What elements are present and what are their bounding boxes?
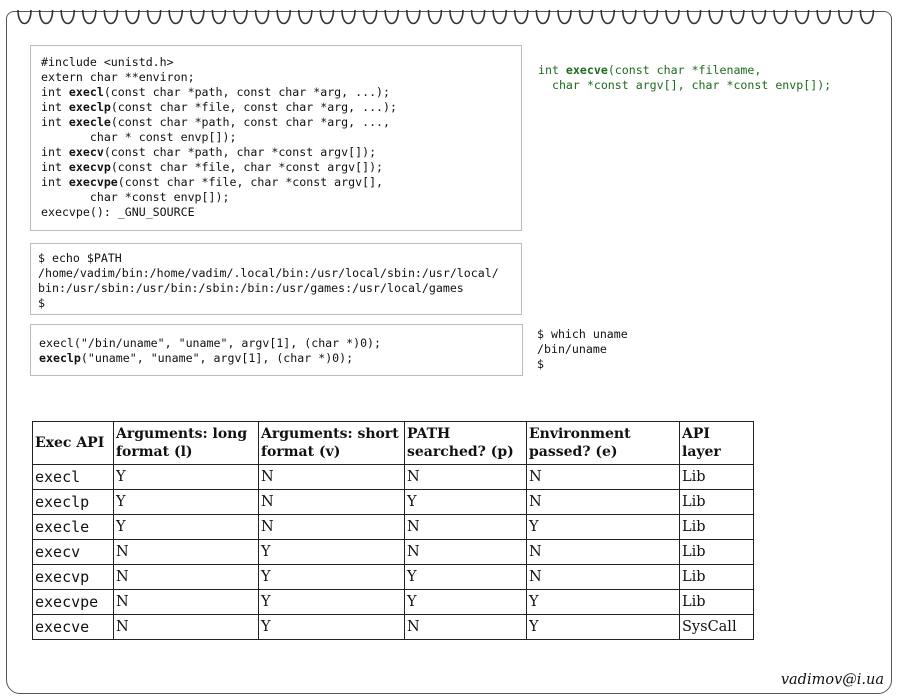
function-name: execl <box>68 85 104 99</box>
table-cell: N <box>259 490 405 515</box>
code-text: int <box>41 100 69 114</box>
execve-prototype-code <box>538 63 831 93</box>
api-name-cell: execlp <box>33 490 114 515</box>
code-text: extern char **environ; <box>41 70 195 84</box>
code-text: char *const argv[], char *const envp[]); <box>538 78 832 92</box>
table-cell: N <box>114 540 259 565</box>
table-cell: Y <box>114 465 259 490</box>
table-cell: Y <box>527 615 680 640</box>
code-line <box>41 205 521 220</box>
table-cell: N <box>527 465 680 490</box>
code-text: (const char *path, const char *arg, ...); <box>103 85 391 99</box>
which-uname-output <box>537 327 628 372</box>
code-line <box>39 336 522 351</box>
table-row <box>33 590 754 615</box>
function-name: execvp <box>68 160 111 174</box>
table-cell: Y <box>114 515 259 540</box>
code-line <box>41 130 521 145</box>
column-header: PATH searched? (p) <box>405 422 527 465</box>
code-text: #include <unistd.h> <box>41 55 174 69</box>
code-text: (const char *file, char *const argv[], <box>117 175 384 189</box>
code-line <box>41 70 521 85</box>
table-cell: Lib <box>680 465 754 490</box>
api-name-cell: execvp <box>33 565 114 590</box>
table-row <box>33 615 754 640</box>
column-header: API layer <box>680 422 754 465</box>
code-text: char * const envp[]); <box>41 130 237 144</box>
code-text: execl("/bin/uname", "uname", argv[1], (char *)0); <box>39 336 382 350</box>
code-line <box>41 85 521 100</box>
table-cell: N <box>114 590 259 615</box>
code-text: (const char *filename, <box>607 63 762 77</box>
function-name: execle <box>68 115 111 129</box>
column-header: Arguments: long format (l) <box>114 422 259 465</box>
code-line: $ <box>537 357 544 371</box>
exec-prototypes-code <box>30 45 522 231</box>
code-line: $ <box>38 296 45 310</box>
exec-api-table <box>32 421 754 640</box>
api-name-cell: execv <box>33 540 114 565</box>
table-row <box>33 540 754 565</box>
table-row <box>33 465 754 490</box>
code-line <box>41 145 521 160</box>
code-line: $ which uname <box>537 327 628 341</box>
table-cell: Lib <box>680 540 754 565</box>
code-line: /home/vadim/bin:/home/vadim/.local/bin:/usr/local/sbin:/usr/local/ <box>38 266 499 280</box>
table-cell: Y <box>405 565 527 590</box>
table-cell: N <box>114 565 259 590</box>
table-cell: Y <box>114 490 259 515</box>
code-text: char *const envp[]); <box>41 190 230 204</box>
path-echo-output <box>30 243 522 315</box>
table-cell: N <box>259 465 405 490</box>
table-cell: Lib <box>680 490 754 515</box>
api-name-cell: execvpe <box>33 590 114 615</box>
table-cell: N <box>405 465 527 490</box>
table-cell: Y <box>527 590 680 615</box>
notebook-spiral-icon <box>8 2 894 32</box>
function-name: execvpe <box>68 175 118 189</box>
code-text: execvpe(): _GNU_SOURCE <box>41 205 195 219</box>
code-text: int <box>41 115 69 129</box>
code-text: (const char *path, char *const argv[]); <box>103 145 377 159</box>
table-cell: N <box>527 565 680 590</box>
code-text: (const char *path, const char *arg, ..., <box>110 115 391 129</box>
table-cell: Y <box>405 590 527 615</box>
code-line: /bin/uname <box>537 342 607 356</box>
column-header: Arguments: short format (v) <box>259 422 405 465</box>
table-cell: Y <box>259 540 405 565</box>
function-name: execv <box>68 145 104 159</box>
column-header: Exec API <box>33 422 114 465</box>
api-name-cell: execl <box>33 465 114 490</box>
code-line: bin:/usr/sbin:/usr/bin:/sbin:/bin:/usr/games:/usr/local/games <box>38 281 464 295</box>
function-name: execlp <box>68 100 111 114</box>
table-cell: N <box>259 515 405 540</box>
code-text: (const char *file, char *const argv[]); <box>110 160 384 174</box>
code-line <box>41 190 521 205</box>
column-header: Environment passed? (e) <box>527 422 680 465</box>
code-line: $ echo $PATH <box>38 251 122 265</box>
code-line <box>538 63 831 78</box>
table-header-row <box>33 422 754 465</box>
table-cell: N <box>405 515 527 540</box>
table-cell: Y <box>259 615 405 640</box>
code-text: int <box>41 175 69 189</box>
code-line <box>41 55 521 70</box>
table-cell: Y <box>527 515 680 540</box>
table-row <box>33 515 754 540</box>
code-line <box>41 160 521 175</box>
author-email: vadimov@i.ua <box>780 672 884 688</box>
exec-call-examples <box>30 324 523 376</box>
table-cell: N <box>405 615 527 640</box>
table-cell: N <box>527 540 680 565</box>
code-text: int <box>41 85 69 99</box>
api-name-cell: execle <box>33 515 114 540</box>
code-line <box>41 100 521 115</box>
table-cell: N <box>527 490 680 515</box>
function-name: execve <box>565 63 608 77</box>
code-text: (const char *file, const char *arg, ...); <box>110 100 397 114</box>
code-line <box>538 78 831 93</box>
code-text: ("uname", "uname", argv[1], (char *)0); <box>80 351 354 365</box>
table-cell: N <box>114 615 259 640</box>
function-name: execlp <box>39 351 81 365</box>
code-line <box>41 175 521 190</box>
api-name-cell: execve <box>33 615 114 640</box>
table-cell: Y <box>259 565 405 590</box>
table-row <box>33 490 754 515</box>
table-cell: N <box>405 540 527 565</box>
table-row <box>33 565 754 590</box>
code-text: int <box>538 63 566 77</box>
code-line <box>41 115 521 130</box>
code-line <box>39 351 522 366</box>
table-cell: Lib <box>680 565 754 590</box>
code-text: int <box>41 145 69 159</box>
table-cell: Lib <box>680 590 754 615</box>
table-cell: Y <box>405 490 527 515</box>
table-cell: SysCall <box>680 615 754 640</box>
table-cell: Lib <box>680 515 754 540</box>
code-text: int <box>41 160 69 174</box>
table-cell: Y <box>259 590 405 615</box>
